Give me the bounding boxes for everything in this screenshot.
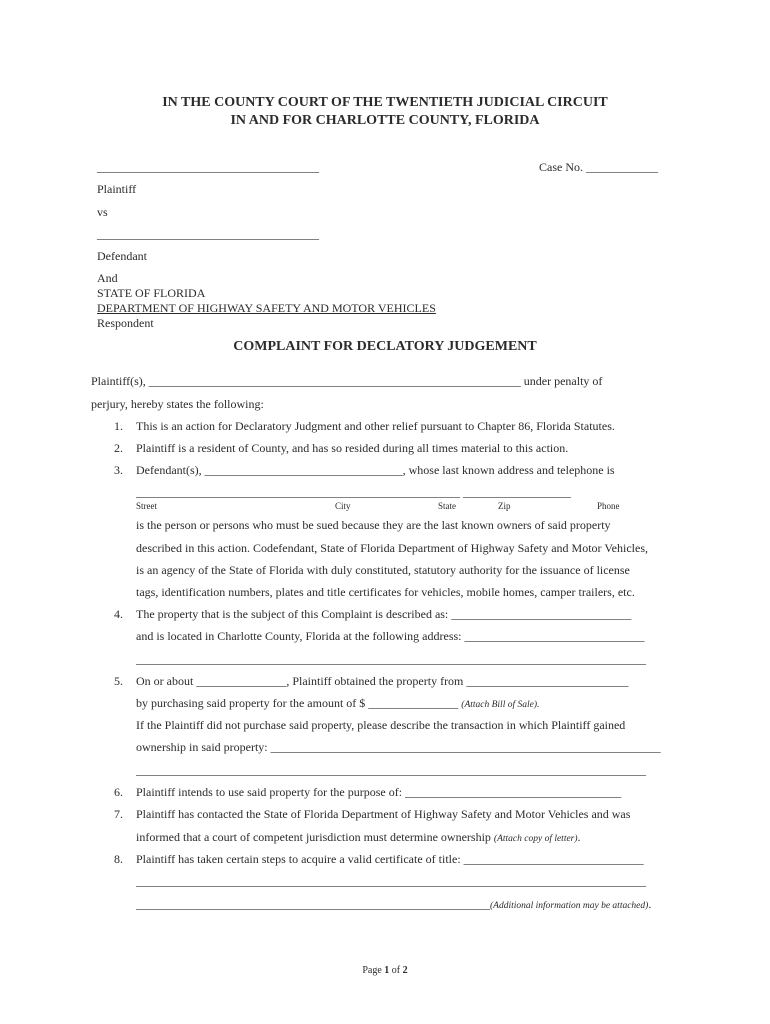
footer-page-number: 1 <box>384 965 390 976</box>
address-phone-label: Phone <box>597 501 620 511</box>
address-city-label: City <box>335 501 351 511</box>
department-label: DEPARTMENT OF HIGHWAY SAFETY AND MOTOR VEHICLES <box>97 301 436 315</box>
item-4-text-b: and is located in Charlotte County, Florida at the following address: ______________________________ <box>136 629 645 643</box>
defendant-blank: _____________________________________ <box>97 227 319 241</box>
defendant-label: Defendant <box>97 249 147 263</box>
attach-bill-note: (Attach Bill of Sale). <box>461 700 540 710</box>
item-7-period: . <box>577 830 581 844</box>
additional-info-note: (Additional information may be attached) <box>490 901 649 911</box>
footer-page-total: 2 <box>402 965 408 976</box>
item-number: 3. <box>114 463 123 477</box>
respondent-label: Respondent <box>97 316 154 330</box>
item-7-text-b <box>136 830 581 845</box>
item-5-text-e: _____________________________________________________________________________________ <box>136 763 646 777</box>
item-8-period: . <box>648 897 652 911</box>
item-3-text-c: described in this action. Codefendant, State of Florida Department of Highway Safety and Motor Vehicles, <box>136 541 648 555</box>
plaintiff-blank: _____________________________________ <box>97 160 319 174</box>
vs-label: vs <box>97 205 108 219</box>
item-number: 5. <box>114 674 123 688</box>
item-2-text: Plaintiff is a resident of County, and has so resided during all times material to this action. <box>136 441 569 455</box>
state-label: STATE OF FLORIDA <box>97 286 206 300</box>
item-5-amount-text: by purchasing said property for the amount of $ _______________ <box>136 696 459 710</box>
document-title: COMPLAINT FOR DECLATORY JUDGEMENT <box>233 339 537 354</box>
intro-line2: perjury, hereby states the following: <box>91 397 264 411</box>
item-3-text: Defendant(s), _________________________________, whose last known address and telephone is <box>136 463 615 477</box>
item-7-text: Plaintiff has contacted the State of Florida Department of Highway Safety and Motor Vehicles and was <box>136 807 631 821</box>
item-3-text-b: is the person or persons who must be sued because they are the last known owners of said property <box>136 518 611 532</box>
item-8-text-c <box>136 897 651 912</box>
item-1-text: This is an action for Declaratory Judgment and other relief pursuant to Chapter 86, Florida Statutes. <box>136 419 615 433</box>
item-5-text: On or about _______________, Plaintiff obtained the property from ___________________________ <box>136 674 629 688</box>
item-5-text-d: ownership in said property: _________________________________________________________________ <box>136 740 661 754</box>
item-number: 1. <box>114 419 123 433</box>
plaintiff-label: Plaintiff <box>97 182 137 196</box>
item-5-text-b <box>136 696 539 711</box>
address-street-label: Street <box>136 501 157 511</box>
court-heading-line1: IN THE COUNTY COURT OF THE TWENTIETH JUDICIAL CIRCUIT <box>162 95 608 110</box>
item-8-blank: ___________________________________________________________ <box>136 897 490 911</box>
item-4-text: The property that is the subject of this Complaint is described as: ______________________________ <box>136 607 632 621</box>
item-number: 4. <box>114 607 123 621</box>
address-zip-label: Zip <box>498 501 511 511</box>
item-6-text: Plaintiff intends to use said property for the purpose of: ____________________________________ <box>136 785 622 799</box>
address-blank-line: ______________________________________________________ __________________ <box>136 485 571 499</box>
and-label: And <box>97 271 118 285</box>
item-5-text-c: If the Plaintiff did not purchase said property, please describe the transaction in which Plaintiff gained <box>136 718 626 732</box>
item-8-text-b: _____________________________________________________________________________________ <box>136 874 646 888</box>
footer-of-label: of <box>391 965 401 976</box>
page-footer <box>0 965 770 976</box>
intro-line1: Plaintiff(s), ______________________________________________________________ under penalty of <box>91 374 603 388</box>
case-number: Case No. ____________ <box>539 160 658 174</box>
item-4-text-c: _____________________________________________________________________________________ <box>136 652 646 666</box>
address-state-label: State <box>438 501 456 511</box>
item-8-text: Plaintiff has taken certain steps to acquire a valid certificate of title: ______________________________ <box>136 852 644 866</box>
attach-letter-note: (Attach copy of letter) <box>493 834 578 844</box>
item-3-text-d: is an agency of the State of Florida with duly constituted, statutory authority for the issuance of license <box>136 563 630 577</box>
item-number: 2. <box>114 441 123 455</box>
item-7-ownership-text: informed that a court of competent jurisdiction must determine ownership <box>136 830 491 844</box>
item-number: 8. <box>114 852 123 866</box>
item-3-text-e: tags, identification numbers, plates and title certificates for vehicles, mobile homes, camper trailers, etc. <box>136 585 635 599</box>
item-number: 6. <box>114 785 123 799</box>
item-number: 7. <box>114 807 123 821</box>
footer-page-label: Page <box>362 965 382 976</box>
court-heading-line2: IN AND FOR CHARLOTTE COUNTY, FLORIDA <box>230 113 540 128</box>
